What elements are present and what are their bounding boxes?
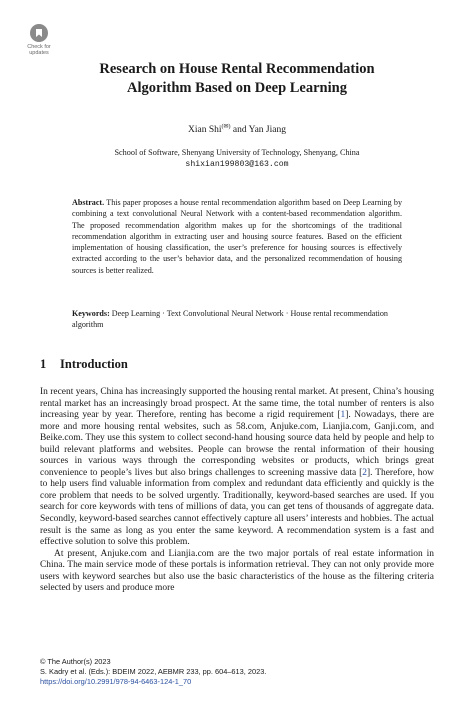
author-connector: and (230, 125, 249, 136)
page-footer (40, 657, 434, 687)
abstract-label: Abstract. (72, 198, 105, 207)
keywords-text: Deep Learning · Text Convolutional Neural Network · House rental recommendation algorithm (72, 309, 388, 330)
citation-link-2[interactable]: 2 (362, 467, 367, 478)
title-line-2: Algorithm Based on Deep Learning (127, 80, 347, 96)
doi-link[interactable]: https://doi.org/10.2991/978-94-6463-124-1_70 (40, 677, 192, 686)
bookmark-icon (30, 24, 48, 42)
author-list (40, 123, 434, 135)
paragraph-2: At present, Anjuke.com and Lianjia.com are the two major portals of real estate information in China. The main service mode of these portals is information retrieval. They can not only provide more users with keyword searches but also use the basic characteristics of the house as the filtering criteria selected by users and produce more (40, 548, 434, 594)
section-heading (40, 357, 434, 372)
keywords (72, 308, 402, 331)
section-number: 1 (40, 357, 47, 371)
paragraph-1: In recent years, China has increasingly supported the housing rental market. At present, China’s housing rental market has an increasingly broad prospect. At the same time, the total number of renters is also increasing year by year. Therefore, renting has become a rigid requirement [1]. Nowadays, there are more and more housing rental websites, such as 58.com, Anjuke.com, Lianjia.com, Ganji.com, and Beike.com. They use this system to collect second-hand housing source data held by people and help to build relevant platforms and websites. People can browse the rental information of their housing sources in various ways through the corresponding websites or products, which brings great convenience to people’s lives but also brings challenges to screening massive data [2]. Therefore, how to help users find valuable information from complex and redundant data efficiently and quickly is the core problem that needs to be solved urgently. Traditionally, keyword-based searches are used. If you search for core keywords with tens of millions of data, you can get tens of thousands of aggregate data. Secondly, keyword-based searches cannot effectively capture all users’ interests and hobbies. The actual result is the same as long as you enter the same keyword. A recommendation system is a fast and effective solution to solve this problem. (40, 387, 434, 548)
author-email[interactable]: shixian199803@163.com (185, 160, 289, 169)
abstract-text: This paper proposes a house rental recommendation algorithm based on Deep Learning by combining a text convolutional Neural Network with a content-based recommendation algorithm. The proposed recommendation algorithm makes up for the shortcomings of the traditional recommendation algorithm in extracting user and housing source features. Based on the efficient implementation of housing classification, the user’s preference for housing sources is effectively extracted according to the user’s behavior data, and the personalized recommendation of housing sources is better realized. (72, 198, 402, 275)
author-2: Yan Jiang (248, 125, 286, 136)
section-title: Introduction (60, 357, 128, 371)
badge-label: Check for updates (27, 44, 51, 56)
affiliation (40, 147, 434, 170)
copyright-line: © The Author(s) 2023 (40, 657, 111, 666)
citation-link-1[interactable]: 1 (340, 410, 346, 421)
body-text (40, 387, 434, 595)
mail-icon[interactable]: (✉) (221, 124, 231, 130)
affiliation-line: School of Software, Shenyang University of Technology, Shenyang, China (114, 148, 360, 157)
keywords-label: Keywords: (72, 309, 110, 318)
abstract (72, 197, 402, 276)
title-line-1: Research on House Rental Recommendation (99, 61, 375, 77)
check-for-updates-badge[interactable] (22, 24, 56, 64)
paper-title (40, 60, 434, 98)
author-1: Xian Shi (188, 125, 222, 136)
citation-line: S. Kadry et al. (Eds.): BDEIM 2022, AEBMR 233, pp. 604–613, 2023. (40, 667, 267, 676)
